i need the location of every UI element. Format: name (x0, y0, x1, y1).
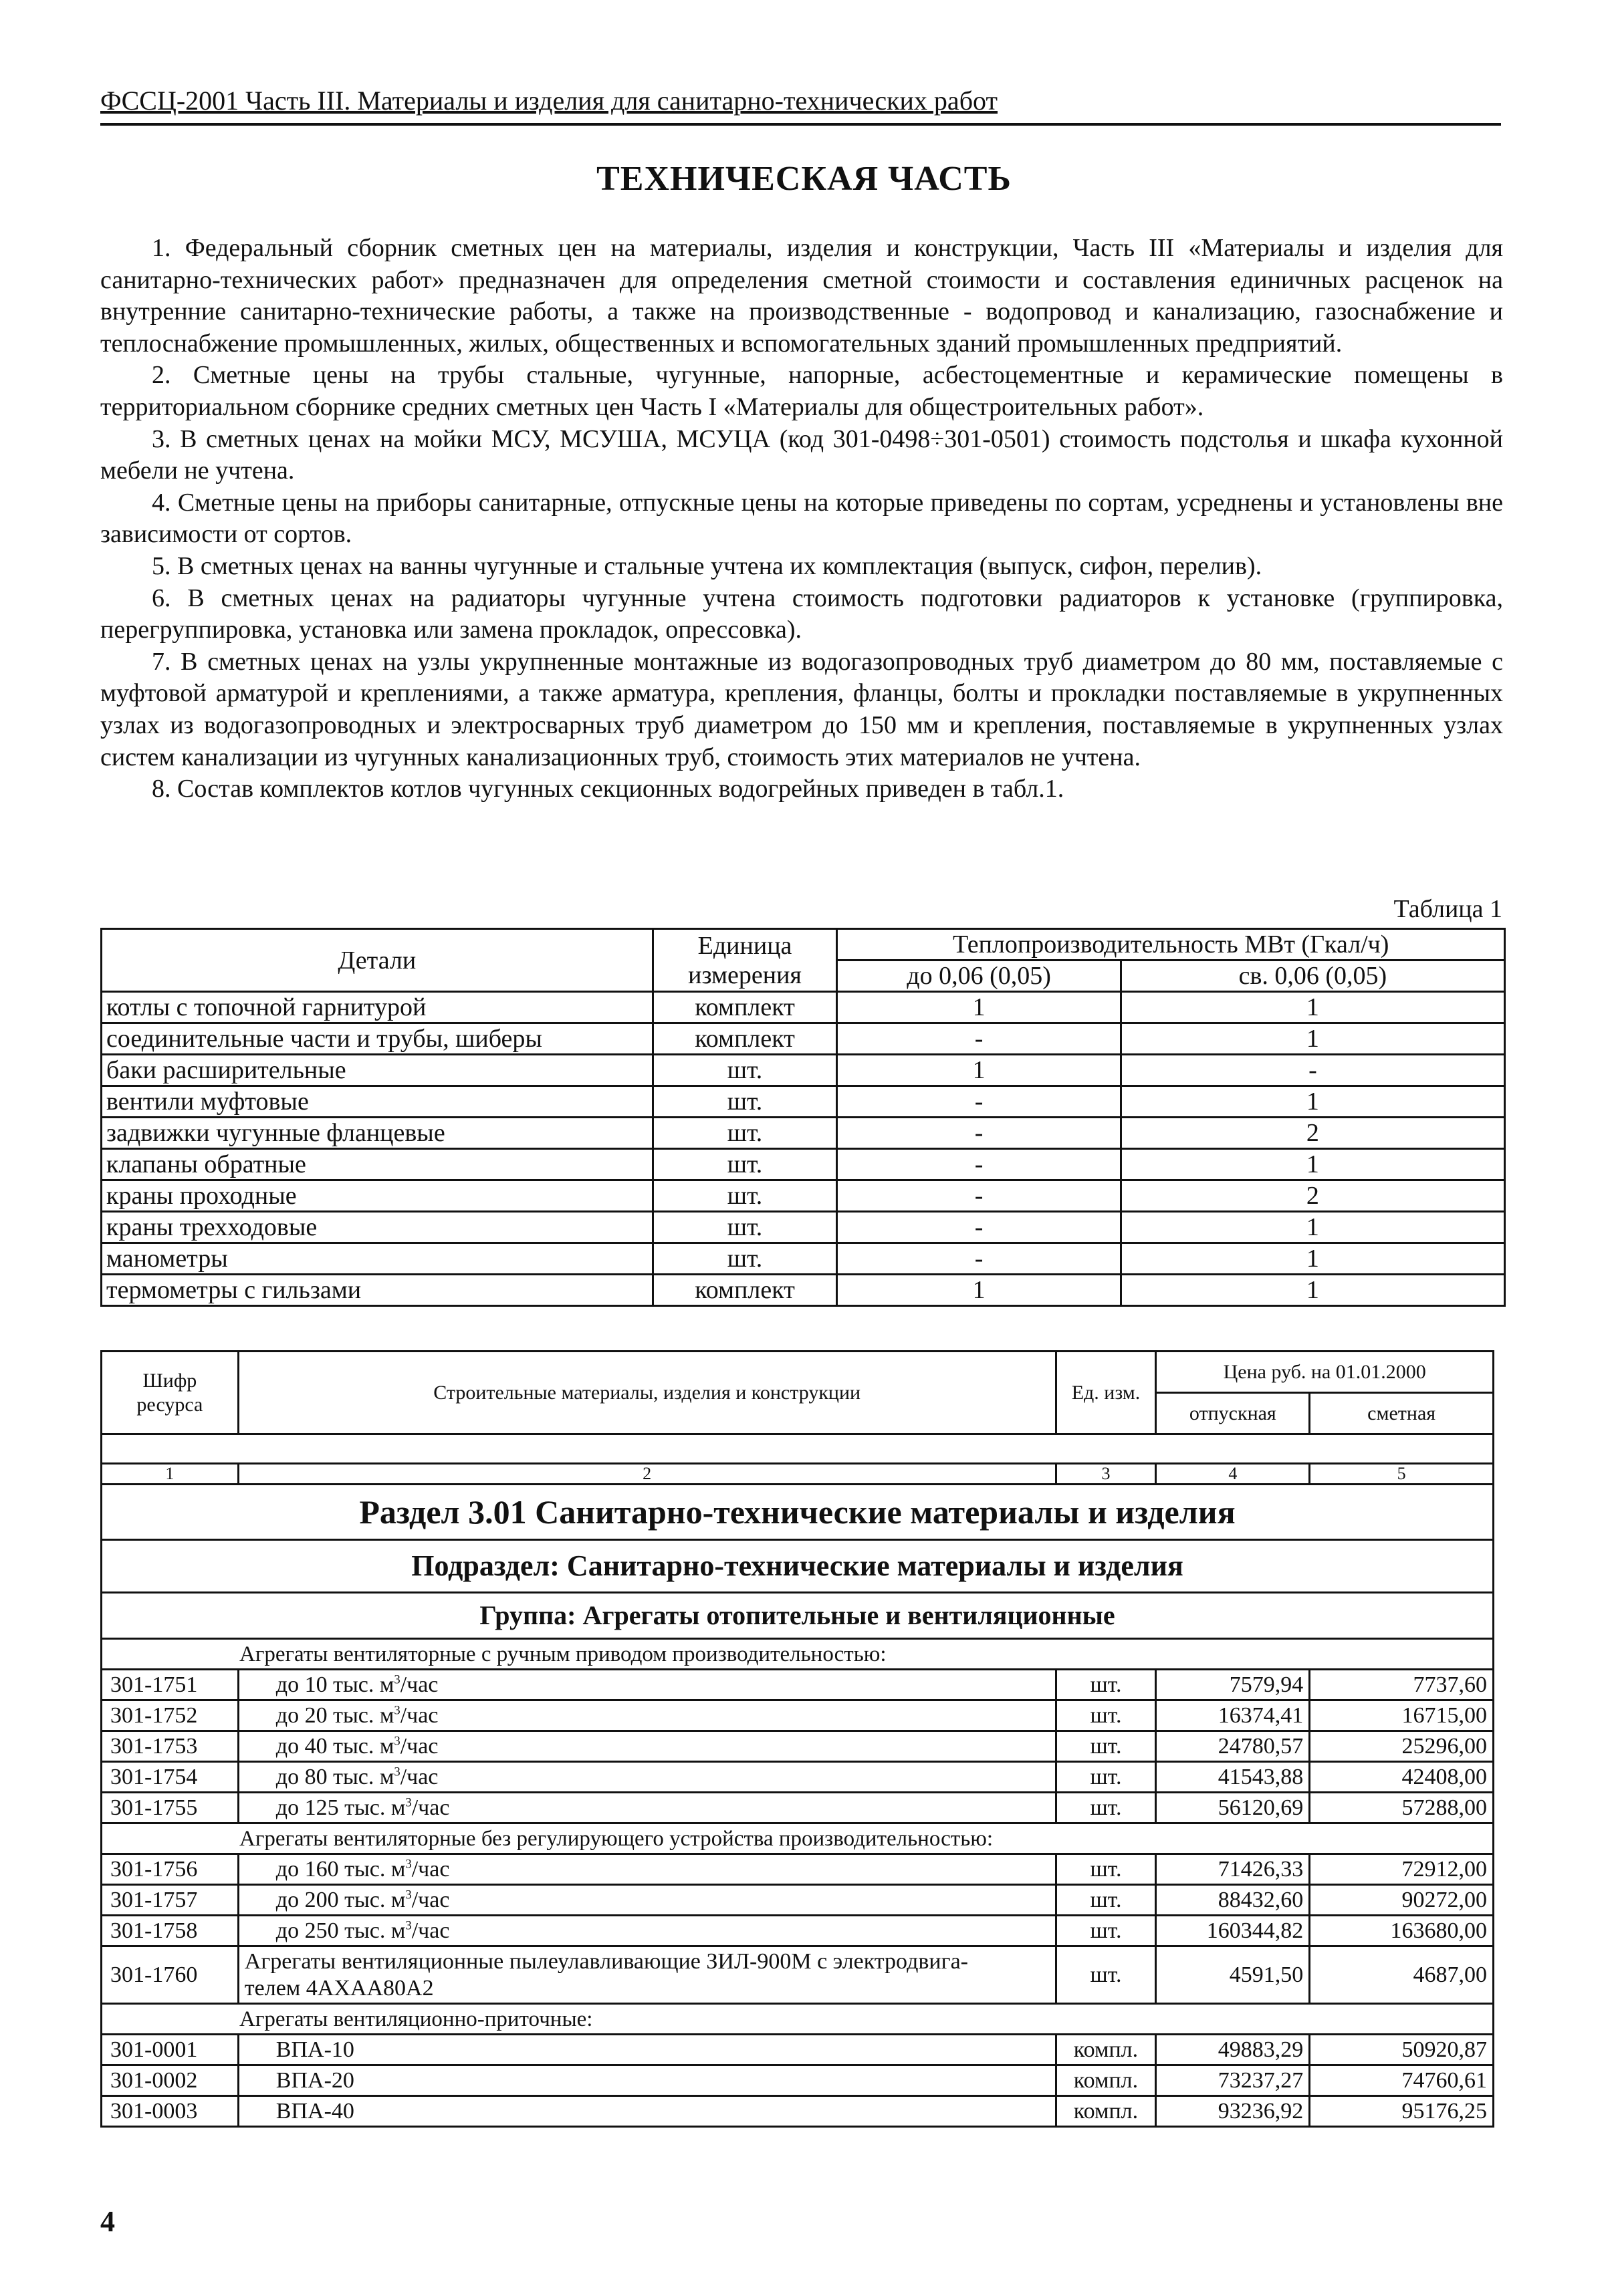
t2-header-release: отпускная (1156, 1393, 1310, 1434)
t1-cell-unit: шт. (653, 1212, 837, 1243)
t2-row (102, 2035, 1494, 2065)
t2-cell-release-price: 71426,33 (1156, 1854, 1310, 1885)
t2-cell-name: ВПА-10 (238, 2035, 1056, 2065)
t2-cell-release-price: 24780,57 (1156, 1731, 1310, 1762)
t2-cell-unit: шт. (1056, 1700, 1156, 1731)
t2-cell-name (238, 1885, 1056, 1916)
t2-row (102, 1854, 1494, 1885)
t2-cell-release-price: 93236,92 (1156, 2096, 1310, 2127)
paragraph: 3. В сметных ценах на мойки МСУ, МСУША, МСУЦА (код 301-0498÷301-0501) стоимость подстолья и шкафа кухонной мебели не учтена. (100, 424, 1503, 485)
t2-group-caption: Агрегаты вентиляторные с ручным приводом производительностью: (102, 1639, 1494, 1670)
t2-cell-estimate-price: 95176,25 (1310, 2096, 1494, 2127)
t2-cell-name: ВПА-40 (238, 2096, 1056, 2127)
t1-cell-power-high: 1 (1121, 1275, 1504, 1306)
t2-cell-estimate-price: 4687,00 (1310, 1946, 1494, 2004)
t2-cell-estimate-price: 163680,00 (1310, 1916, 1494, 1946)
t2-cell-estimate-price: 16715,00 (1310, 1700, 1494, 1731)
table1-caption: Таблица 1 (1393, 895, 1502, 923)
t2-cell-name-text: до 125 тыс. м (275, 1795, 406, 1820)
t1-row (102, 1243, 1505, 1275)
t2-cell-name-suffix: /час (400, 1764, 439, 1789)
t2-cell-code: 301-0003 (102, 2096, 239, 2127)
paragraph: 1. Федеральный сборник сметных цен на материалы, изделия и конструкции, Часть III «Материалы и изделия для санитарно-технических работ» предназначен для определения сметной стоимости и составления единичных расценок на внутренние санитарно-технические работы, а также на производственные - водопровод и канализацию, газоснабжение и теплоснабжение промышленных, жилых, общественных и вспомогательных зданий промышленных предприятий. (100, 234, 1503, 358)
t1-cell-power-low: - (837, 1086, 1121, 1118)
t1-cell-unit: шт. (653, 1180, 837, 1212)
t2-row (102, 1793, 1494, 1823)
t2-row (102, 2096, 1494, 2127)
t2-cell-unit: шт. (1056, 1731, 1156, 1762)
t2-cell-name (238, 1946, 1056, 2004)
t1-cell-detail: краны трехходовые (102, 1212, 653, 1243)
t2-header-spacer (102, 1434, 1494, 1464)
t2-cell-release-price: 7579,94 (1156, 1670, 1310, 1700)
t1-cell-detail: манометры (102, 1243, 653, 1275)
t2-row (102, 2065, 1494, 2096)
t1-cell-power-high: 1 (1121, 992, 1504, 1023)
t2-cell-code: 301-0002 (102, 2065, 239, 2096)
t1-cell-unit: шт. (653, 1086, 837, 1118)
paragraph: 6. В сметных ценах на радиаторы чугунные учтена стоимость подготовки радиаторов к установке (группировка, перегруппировка, установка или замена прокладок, опрессовка). (100, 584, 1503, 644)
t2-cell-release-price: 73237,27 (1156, 2065, 1310, 2096)
t2-colnum: 1 (102, 1464, 239, 1485)
t1-cell-unit: шт. (653, 1055, 837, 1086)
t2-cell-name (238, 1731, 1056, 1762)
t1-cell-unit: комплект (653, 1275, 837, 1306)
t1-cell-detail: задвижки чугунные фланцевые (102, 1118, 653, 1149)
t2-cell-estimate-price: 72912,00 (1310, 1854, 1494, 1885)
t2-cell-name (238, 1762, 1056, 1793)
t1-header-details: Детали (102, 929, 653, 992)
t2-cell-name-sup: 3 (405, 1888, 412, 1902)
t2-colnum: 3 (1056, 1464, 1156, 1485)
t1-row (102, 1055, 1505, 1086)
t2-cell-name-sup: 3 (405, 1918, 412, 1933)
t1-cell-power-low: 1 (837, 1055, 1121, 1086)
t2-cell-unit: шт. (1056, 1946, 1156, 2004)
t1-cell-power-high: 1 (1121, 1149, 1504, 1180)
t1-row (102, 1275, 1505, 1306)
t1-header-power: Теплопроизводительность МВт (Гкал/ч) (837, 929, 1505, 961)
t2-group-2 (102, 1854, 1494, 1946)
t2-cell-unit: шт. (1056, 1762, 1156, 1793)
t2-cell-name-sup: 3 (394, 1672, 400, 1687)
t2-cell-name-text: до 160 тыс. м (275, 1856, 406, 1882)
t2-section-title: Раздел 3.01 Санитарно-технические материалы и изделия (102, 1485, 1494, 1540)
t1-cell-detail: вентили муфтовые (102, 1086, 653, 1118)
t1-cell-unit: комплект (653, 1023, 837, 1055)
t1-cell-power-high: 1 (1121, 1023, 1504, 1055)
t2-subsection-title: Подраздел: Санитарно-технические материалы и изделия (102, 1540, 1494, 1593)
t2-cell-estimate-price: 57288,00 (1310, 1793, 1494, 1823)
t2-cell-unit: шт. (1056, 1670, 1156, 1700)
t2-cell-name-suffix: /час (400, 1733, 439, 1759)
page-title: ТЕХНИЧЕСКАЯ ЧАСТЬ (596, 160, 1012, 198)
table1-boiler-kit (100, 928, 1506, 1307)
t2-cell-name (238, 1854, 1056, 1885)
t1-header-power-high: св. 0,06 (0,05) (1121, 961, 1504, 992)
t2-cell-release-price: 49883,29 (1156, 2035, 1310, 2065)
t1-header-power-low: до 0,06 (0,05) (837, 961, 1121, 992)
t2-cell-name-text: до 80 тыс. м (275, 1764, 394, 1789)
t2-cell-unit: шт. (1056, 1793, 1156, 1823)
t1-cell-power-low: - (837, 1118, 1121, 1149)
t1-cell-power-low: - (837, 1149, 1121, 1180)
t2-cell-name-text: до 10 тыс. м (275, 1672, 394, 1697)
t2-cell-name-line: Агрегаты вентиляционные пылеулавливающие ЗИЛ-900М с электродвига- (244, 1948, 968, 1974)
t2-group-caption: Агрегаты вентиляторные без регулирующего устройства производительностью: (102, 1823, 1494, 1854)
t1-header-unit: Единица измерения (653, 929, 837, 992)
t2-cell-unit: шт. (1056, 1916, 1156, 1946)
t2-group-title: Группа: Агрегаты отопительные и вентиляционные (102, 1593, 1494, 1639)
t2-cell-code: 301-1752 (102, 1700, 239, 1731)
t2-header-price: Цена руб. на 01.01.2000 (1156, 1352, 1494, 1393)
t2-cell-unit: шт. (1056, 1854, 1156, 1885)
t2-header-code: Шифр ресурса (102, 1352, 239, 1434)
t1-row (102, 1180, 1505, 1212)
t1-cell-power-low: 1 (837, 1275, 1121, 1306)
paragraph: 5. В сметных ценах на ванны чугунные и стальные учтена их комплектация (выпуск, сифон, перелив). (152, 551, 1262, 580)
t2-cell-code: 301-1755 (102, 1793, 239, 1823)
t1-cell-power-high: 2 (1121, 1118, 1504, 1149)
t2-cell-release-price: 16374,41 (1156, 1700, 1310, 1731)
t2-cell-estimate-price: 25296,00 (1310, 1731, 1494, 1762)
t2-cell-estimate-price: 42408,00 (1310, 1762, 1494, 1793)
t1-cell-power-high: 1 (1121, 1212, 1504, 1243)
t1-cell-power-low: - (837, 1023, 1121, 1055)
table2-price-list (100, 1350, 1494, 2128)
t2-cell-name-sup: 3 (394, 1734, 400, 1749)
running-header-text: ФССЦ-2001 Часть III. Материалы и изделия для санитарно-технических работ (100, 86, 998, 116)
t2-cell-unit: шт. (1056, 1885, 1156, 1916)
t1-cell-detail: соединительные части и трубы, шиберы (102, 1023, 653, 1055)
t1-cell-power-high: - (1121, 1055, 1504, 1086)
t1-row (102, 1023, 1505, 1055)
t2-cell-name-text: до 250 тыс. м (275, 1918, 406, 1943)
t1-row (102, 1118, 1505, 1149)
t2-cell-release-price: 160344,82 (1156, 1916, 1310, 1946)
page-number: 4 (100, 2205, 115, 2238)
t2-colnum: 2 (238, 1464, 1056, 1485)
t1-cell-power-low: 1 (837, 992, 1121, 1023)
t2-cell-name-text: до 40 тыс. м (275, 1733, 394, 1759)
t2-cell-release-price: 88432,60 (1156, 1885, 1310, 1916)
t2-cell-name-suffix: /час (411, 1918, 450, 1943)
t1-cell-detail: краны проходные (102, 1180, 653, 1212)
t1-body (102, 992, 1505, 1306)
t2-cell-name-line: телем 4АХАА80А2 (244, 1975, 434, 2001)
t2-cell-unit: компл. (1056, 2096, 1156, 2127)
running-header (100, 79, 1501, 126)
paragraph: 7. В сметных ценах на узлы укрупненные монтажные из водогазопроводных труб диаметром до 80 мм, поставляемые с муфтовой арматурой и креплениями, а также арматура, крепления, фланцы, болты и прокладки поставляемые в укрупненных узлах из водогазопроводных и электросварных труб диаметром до 150 мм и крепления, поставляемые в укрупненных узлах систем канализации из чугунных канализационных труб, стоимость этих материалов не учтена. (100, 647, 1503, 771)
t1-cell-unit: шт. (653, 1243, 837, 1275)
t2-group-3 (102, 2035, 1494, 2127)
t2-row (102, 1916, 1494, 1946)
t1-cell-detail: котлы с топочной гарнитурой (102, 992, 653, 1023)
t2-cell-release-price: 56120,69 (1156, 1793, 1310, 1823)
t1-cell-detail: клапаны обратные (102, 1149, 653, 1180)
t2-cell-name-sup: 3 (394, 1765, 400, 1779)
t2-row (102, 1885, 1494, 1916)
t2-cell-release-price: 4591,50 (1156, 1946, 1310, 2004)
t2-cell-code: 301-1758 (102, 1916, 239, 1946)
t2-row (102, 1670, 1494, 1700)
paragraph: 4. Сметные цены на приборы санитарные, отпускные цены на которые приведены по сортам, усреднены и установлены вне зависимости от сортов. (100, 488, 1503, 549)
t1-row (102, 1086, 1505, 1118)
t2-row (102, 1731, 1494, 1762)
t2-group-caption: Агрегаты вентиляционно-приточные: (102, 2004, 1494, 2035)
t2-header-unit: Ед. изм. (1056, 1352, 1156, 1434)
t2-group-1 (102, 1670, 1494, 1823)
t1-cell-unit: шт. (653, 1149, 837, 1180)
t1-cell-power-low: - (837, 1212, 1121, 1243)
t2-cell-code: 301-1754 (102, 1762, 239, 1793)
t2-row (102, 1700, 1494, 1731)
t2-cell-name-sup: 3 (405, 1857, 412, 1872)
t2-cell-code: 301-0001 (102, 2035, 239, 2065)
t2-cell-code: 301-1760 (102, 1946, 239, 2004)
t2-cell-name (238, 1670, 1056, 1700)
t2-cell-code: 301-1757 (102, 1885, 239, 1916)
t2-cell-name (238, 1700, 1056, 1731)
t1-cell-unit: шт. (653, 1118, 837, 1149)
t2-cell-name: ВПА-20 (238, 2065, 1056, 2096)
t2-cell-name-suffix: /час (400, 1702, 439, 1728)
paragraph: 8. Состав комплектов котлов чугунных секционных водогрейных приведен в табл.1. (152, 775, 1064, 803)
t2-row (102, 1762, 1494, 1793)
t1-row (102, 1212, 1505, 1243)
t2-cell-name-suffix: /час (400, 1672, 439, 1697)
t2-cell-name (238, 1793, 1056, 1823)
t2-cell-name-sup: 3 (405, 1795, 412, 1810)
t2-cell-estimate-price: 50920,87 (1310, 2035, 1494, 2065)
t2-cell-code: 301-1753 (102, 1731, 239, 1762)
t2-cell-estimate-price: 7737,60 (1310, 1670, 1494, 1700)
t2-cell-name-suffix: /час (411, 1887, 450, 1912)
t2-cell-name-suffix: /час (411, 1795, 450, 1820)
t1-cell-power-high: 1 (1121, 1086, 1504, 1118)
t1-cell-power-low: - (837, 1243, 1121, 1275)
t2-cell-name-suffix: /час (411, 1856, 450, 1882)
t2-cell-unit: компл. (1056, 2035, 1156, 2065)
t2-cell-unit: компл. (1056, 2065, 1156, 2096)
t1-row (102, 1149, 1505, 1180)
t2-header-name: Строительные материалы, изделия и конструкции (238, 1352, 1056, 1434)
t2-cell-estimate-price: 74760,61 (1310, 2065, 1494, 2096)
t2-cell-release-price: 41543,88 (1156, 1762, 1310, 1793)
t2-cell-name-sup: 3 (394, 1703, 400, 1718)
t1-cell-detail: термометры с гильзами (102, 1275, 653, 1306)
t1-cell-power-high: 2 (1121, 1180, 1504, 1212)
t2-cell-estimate-price: 90272,00 (1310, 1885, 1494, 1916)
t1-cell-unit: комплект (653, 992, 837, 1023)
t2-cell-name (238, 1916, 1056, 1946)
t1-cell-power-high: 1 (1121, 1243, 1504, 1275)
intro-text (100, 233, 1503, 805)
t2-cell-code: 301-1751 (102, 1670, 239, 1700)
t1-row (102, 992, 1505, 1023)
t2-header-estimate: сметная (1310, 1393, 1494, 1434)
t1-cell-detail: баки расширительные (102, 1055, 653, 1086)
t1-cell-power-low: - (837, 1180, 1121, 1212)
paragraph: 2. Сметные цены на трубы стальные, чугунные, напорные, асбестоцементные и керамические помещены в территориальном сборнике средних сметных цен Часть I «Материалы для общестроительных работ». (100, 361, 1503, 421)
t2-cell-name-text: до 200 тыс. м (275, 1887, 406, 1912)
t2-colnum: 4 (1156, 1464, 1310, 1485)
t2-cell-code: 301-1756 (102, 1854, 239, 1885)
t2-cell-name-text: до 20 тыс. м (275, 1702, 394, 1728)
t2-colnum: 5 (1310, 1464, 1494, 1485)
